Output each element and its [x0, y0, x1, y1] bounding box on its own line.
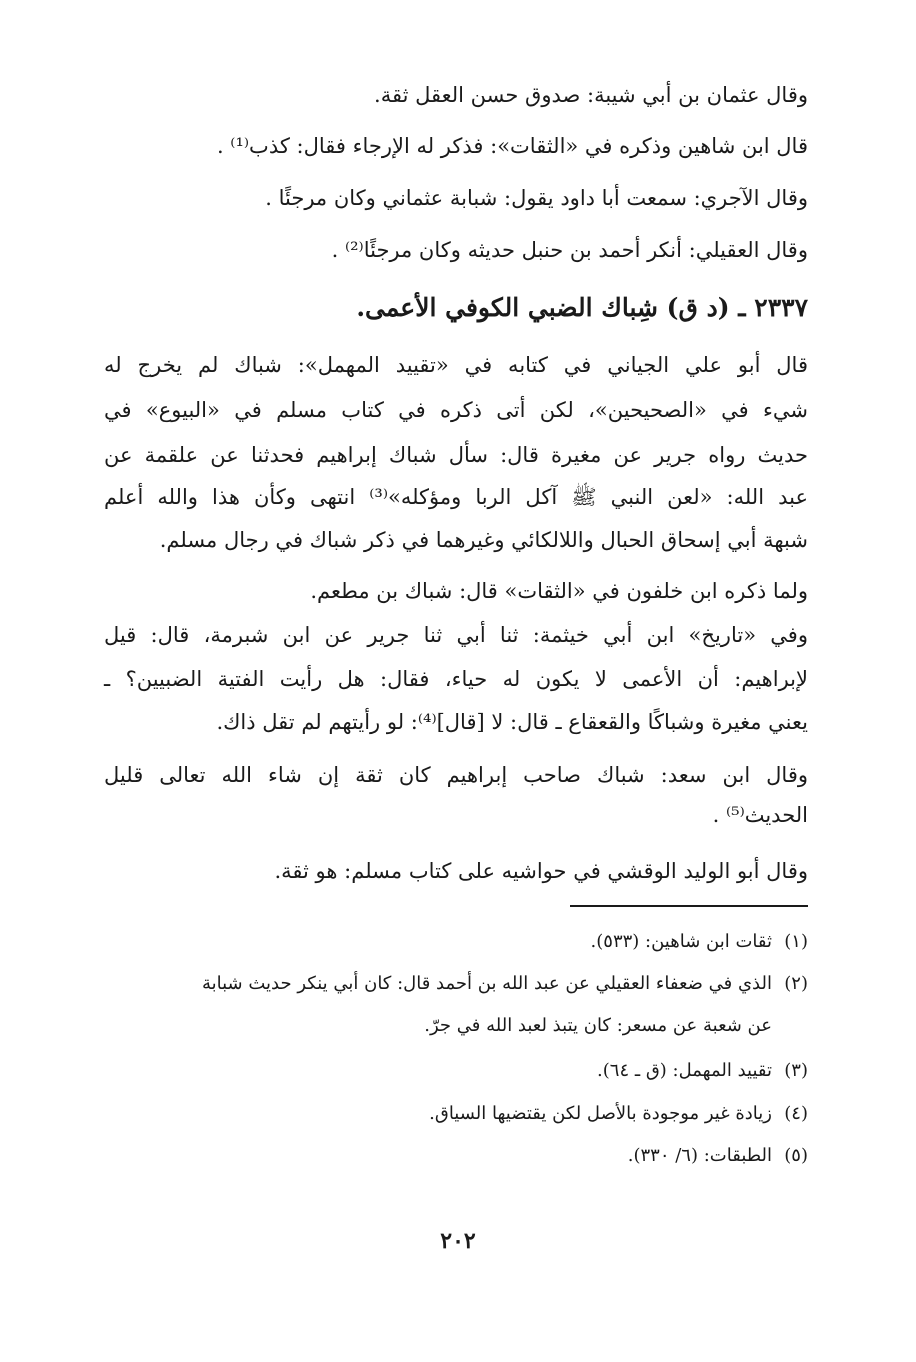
page-number: ٢٠٢ [440, 1228, 476, 1254]
footnote-text: تقييد المهمل: (ق ـ ٦٤). [597, 1060, 772, 1081]
footnote [108, 1057, 808, 1085]
text-line: عبد الله: «لعن النبي ﷺ آكل الربا ومؤكله»⁽³⁾ انتهى وكأن هذا والله أعلم [104, 485, 808, 509]
entry-heading: ٢٣٣٧ ـ (د ق) شِباك الضبي الكوفي الأعمى. [356, 293, 808, 322]
footnote [108, 970, 808, 998]
text-line: وقال العقيلي: أنكر أحمد بن حنبل حديثه وكان مرجئًا⁽²⁾ . [331, 238, 808, 262]
footnote-text: الذي في ضعفاء العقيلي عن عبد الله بن أحمد قال: كان أبي ينكر حديث شبابة [201, 973, 772, 994]
text-line: شبهة أبي إسحاق الحبال واللالكائي وغيرهما في ذكر شباك في رجال مسلم. [159, 528, 808, 552]
footnote-number: (٣) [784, 1060, 808, 1081]
text-line: شيء في «الصحيحين»، لكن أتى ذكره في كتاب مسلم في «البيوع» في [104, 398, 808, 422]
text-line: ولما ذكره ابن خلفون في «الثقات» قال: شباك بن مطعم. [310, 579, 808, 603]
footnote [108, 1142, 808, 1170]
footnote-number: (٥) [784, 1145, 808, 1166]
footnote [108, 928, 808, 956]
text-line: وفي «تاريخ» ابن أبي خيثمة: ثنا أبي ثنا جرير عن ابن شبرمة، قال: قيل [104, 623, 808, 647]
text-line: وقال عثمان بن أبي شيبة: صدوق حسن العقل ثقة. [374, 83, 808, 107]
text-line: وقال الآجري: سمعت أبا داود يقول: شبابة عثماني وكان مرجئًا . [265, 186, 808, 210]
footnote-separator [570, 905, 808, 907]
text-line: يعني مغيرة وشباكًا والقعقاع ـ قال: لا [قال]⁽⁴⁾: لو رأيتهم لم تقل ذاك. [216, 710, 808, 734]
footnote-text: ثقات ابن شاهين: (٥٣٣). [590, 931, 772, 952]
footnote-number: (٢) [784, 973, 808, 994]
text-line: الحديث⁽⁵⁾ . [712, 803, 808, 827]
text-line: وقال ابن سعد: شباك صاحب إبراهيم كان ثقة إن شاء الله تعالى قليل [104, 763, 808, 787]
footnote-number: (٤) [784, 1103, 808, 1124]
text-line: حديث رواه جرير عن مغيرة قال: سأل شباك إبراهيم فحدثنا عن علقمة عن [104, 443, 808, 467]
text-line: قال ابن شاهين وذكره في «الثقات»: فذكر له الإرجاء فقال: كذب⁽¹⁾ . [216, 134, 808, 158]
text-line: وقال أبو الوليد الوقشي في حواشيه على كتاب مسلم: هو ثقة. [274, 859, 808, 883]
text-line: لإبراهيم: أن الأعمى لا يكون له حياء، فقال: هل رأيت الفتية الضبيين؟ ـ [104, 667, 808, 691]
footnote-number: (١) [784, 931, 808, 952]
footnote-text: الطبقات: (٦/ ٣٣٠). [627, 1145, 772, 1166]
footnote-text: زيادة غير موجودة بالأصل لكن يقتضيها السياق. [429, 1103, 772, 1124]
text-line: قال أبو علي الجياني في كتابه في «تقييد المهمل»: شباك لم يخرج له [104, 353, 808, 377]
footnote-continuation: عن شعبة عن مسعر: كان يتبذ لعبد الله في جرّ. [424, 1015, 772, 1036]
footnote [108, 1100, 808, 1128]
